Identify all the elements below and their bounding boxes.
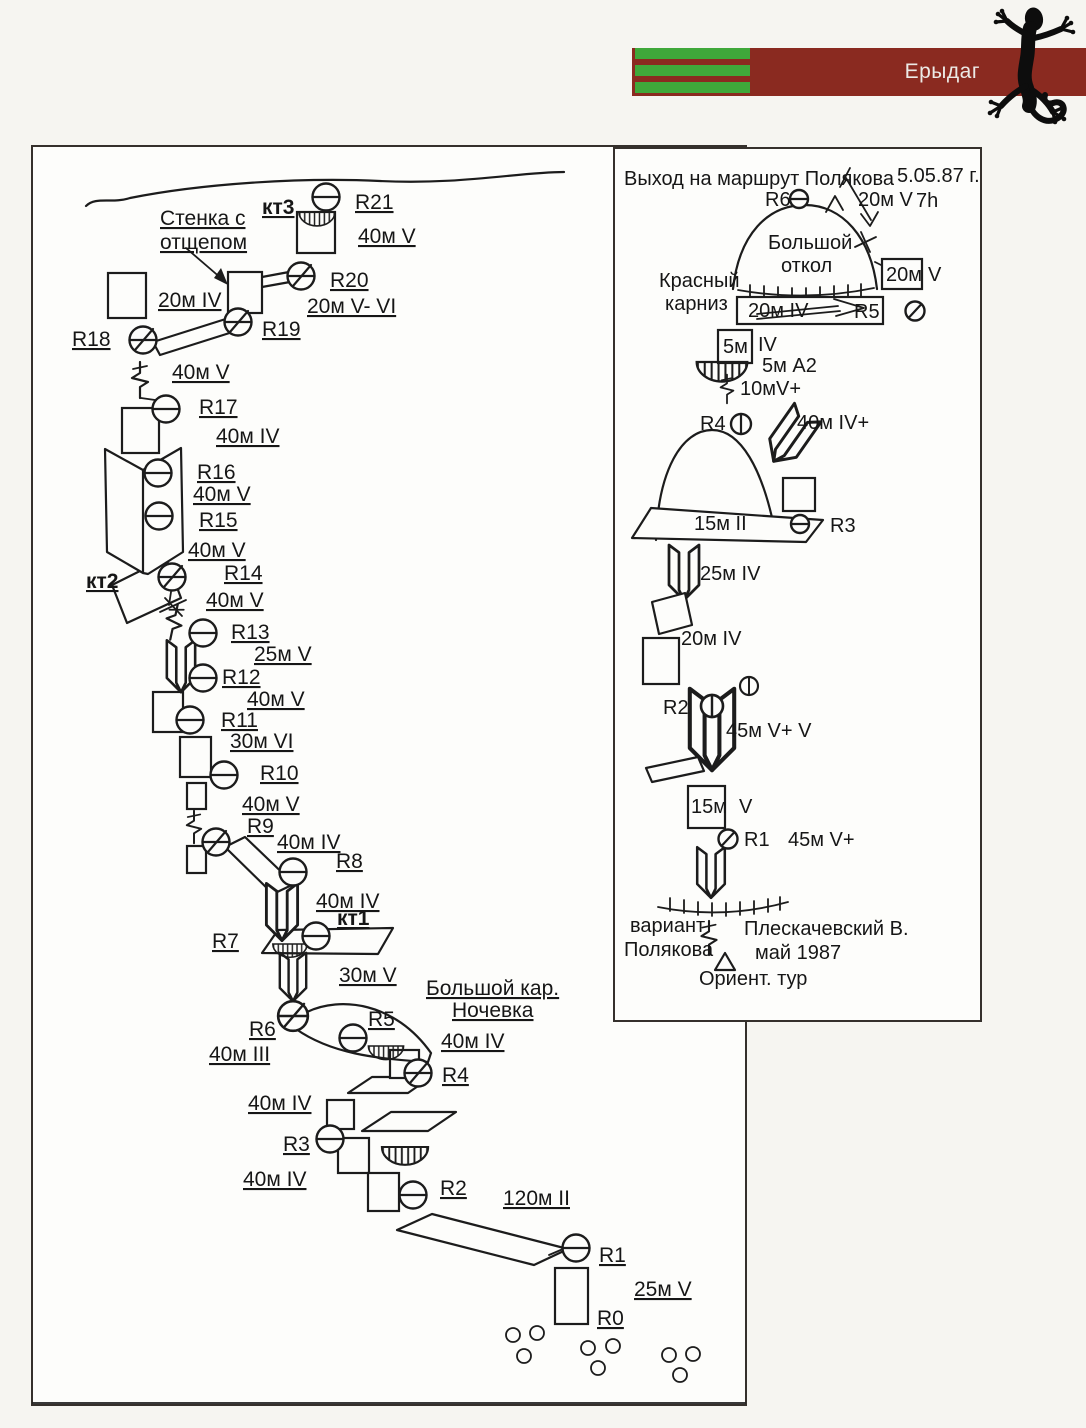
feature-flake-2: откол [781,255,833,277]
pitch-label-r6: R6 [249,1018,276,1041]
block-r0 [555,1268,588,1324]
checkpoint-kt1: кт1 [337,907,370,930]
belay-icon-r12 [190,665,217,692]
v-pitch-info-r1: 45м V+ [788,829,855,851]
pitch-label-r14: R14 [224,562,263,585]
belay-icon-r14 [159,564,186,591]
pitch-label-r16: R16 [197,461,236,484]
v-pitch-label-r3: R3 [830,515,856,537]
feature-variant-1: вариант [630,915,706,937]
pitch-info-r21: 40м V [358,225,416,248]
segment-box20: 20м [886,264,922,286]
segment-25m: 25м IV [700,563,761,585]
block-1 [108,273,146,318]
feature-variant-2: Полякова [624,939,714,961]
belay-icon-r17 [153,396,180,423]
belay-icon-r21 [313,184,340,211]
credit-date: май 1987 [755,942,842,964]
v-pitch-info-r2: 45м V+ V [726,720,812,742]
belay-icon-v-mid [740,677,758,695]
segment-20m: 20м IV [681,628,742,650]
belay-icon-v-r6 [790,190,808,208]
segment-a2: 5м A2 [762,355,817,377]
pitch-info-r6: 40м III [209,1043,271,1066]
block-flake-wall [228,272,262,313]
pitch-info-r9: 40м IV [277,831,341,854]
feature-cairn: Ориент. тур [699,968,808,990]
note-wall-flake-1: Стенка с [160,207,246,230]
block-v-2 [643,638,679,684]
belay-icon-r10 [211,762,238,789]
note-big-cirque-1: Большой кар. [426,977,560,1000]
pitch-info-r12: 40м V [247,688,305,711]
belay-icon-r1 [563,1235,590,1262]
belay-icon-r16 [145,460,172,487]
pitch-label-r2: R2 [440,1177,467,1200]
pitch-info-r4: 40м IV [248,1092,312,1115]
pitch-info-r14: 40м V [206,589,264,612]
pitch-label-r1: R1 [599,1244,626,1267]
v-pitch-label-r2: R2 [663,697,689,719]
belay-icon-v-r2 [701,695,723,717]
pitch-label-r20: R20 [330,269,369,292]
feature-cornice-2: карниз [665,293,728,315]
pitch-info-r3: 40м IV [243,1168,307,1191]
checkpoint-kt3: кт3 [262,196,295,219]
v-pitch-info-r6: 20м V [858,189,913,211]
pitch-info-r10: 40м V [242,793,300,816]
variant-title: Выход на маршрут Полякова [624,168,894,190]
pitch-label-r19: R19 [262,318,301,341]
pitch-label-r21: R21 [355,191,394,214]
pitch-label-r18: R18 [72,328,111,351]
pitch-info-r1: 25м V [634,1278,692,1301]
belay-icon-r11 [177,707,204,734]
v-pitch-info-r3: 15м II [694,513,747,535]
pitch-info-r7: 30м V [339,964,397,987]
no-continuation-icon-r5 [906,302,925,321]
belay-icon-r7 [303,923,330,950]
pitch-label-r12: R12 [222,666,261,689]
v-pitch-label-r4: R4 [700,413,726,435]
v-pitch-info-r4: 40м IV+ [797,412,870,434]
belay-icon-v-r4 [731,414,751,434]
belay-icon-r5 [340,1025,367,1052]
block-small-1 [187,783,206,809]
belay-icon-r6 [278,1001,308,1031]
no-continuation-icon-r1 [719,830,738,849]
segment-box5: 5м [723,336,748,358]
block-r2 [368,1173,399,1211]
checkpoint-kt2: кт2 [86,570,119,593]
belay-icon-r9 [203,829,230,856]
pitch-info-r2: 120м II [503,1187,570,1210]
v-pitch-label-r1: R1 [744,829,770,851]
v-pitch-label-r6: R6 [765,189,791,211]
belay-icon-r18 [130,327,157,354]
pitch-label-r11: R11 [221,709,258,732]
belay-icon-v-r3 [791,515,809,533]
pitch-label-r10: R10 [260,762,299,785]
pitch-info-r15: 40м V [188,539,246,562]
segment-box5-grade: IV [758,334,777,356]
v-pitch-label-r5: R5 [854,301,880,323]
note-wall-flake-2: отщепом [160,231,248,254]
block-r10 [180,737,211,777]
variant-duration: 7h [916,190,939,212]
note-big-cirque-2: Ночевка [452,999,534,1022]
segment-box15-grade: V [739,796,753,818]
variant-date: 5.05.87 г. [897,165,980,187]
pitch-info-r13: 25м V [254,643,312,666]
pitch-info-r5: 40м IV [441,1030,505,1053]
segment-box15: 15м [691,796,727,818]
block-v-r3 [783,478,815,511]
segment-box20-grade: V [928,264,942,286]
v-pitch-info-r5: 20м IV [748,300,809,322]
belay-icon-r20 [288,263,315,290]
pitch-label-r3: R3 [283,1133,310,1156]
belay-icon-r19 [225,309,252,336]
belay-icon-r8 [280,859,307,886]
belay-icon-r2 [400,1182,427,1209]
pitch-label-r9: R9 [247,815,274,838]
pitch-label-r13: R13 [231,621,270,644]
pitch-info-r18: 40м V [172,361,230,384]
feature-flake-1: Большой [768,232,853,254]
pitch-label-r4: R4 [442,1064,469,1087]
feature-cornice-1: Красный [659,270,740,292]
pitch-info-r19: 20м IV [158,289,222,312]
block-small-2 [187,846,206,873]
belay-icon-r15 [146,503,173,530]
segment-10m: 10мV+ [740,378,802,400]
pitch-label-r17: R17 [199,396,238,419]
belay-icon-r13 [190,620,217,647]
pitch-info-r17: 40м IV [216,425,280,448]
pitch-label-r0: R0 [597,1307,624,1330]
pitch-label-r5: R5 [368,1008,395,1031]
belay-icon-r4 [405,1060,432,1087]
pitch-info-r11: 30м VI [230,730,294,753]
pitch-info-r8: 40м IV [316,890,380,913]
page-title: Ерыдаг [904,60,980,83]
pitch-label-r15: R15 [199,509,238,532]
pitch-info-r20: 20м V- VI [307,295,397,318]
pitch-info-r16: 40м V [193,483,251,506]
belay-icon-r3 [317,1126,344,1153]
credit-author: Плескачевский В. [744,918,909,940]
pitch-label-r8: R8 [336,850,363,873]
pitch-label-r7: R7 [212,930,239,953]
